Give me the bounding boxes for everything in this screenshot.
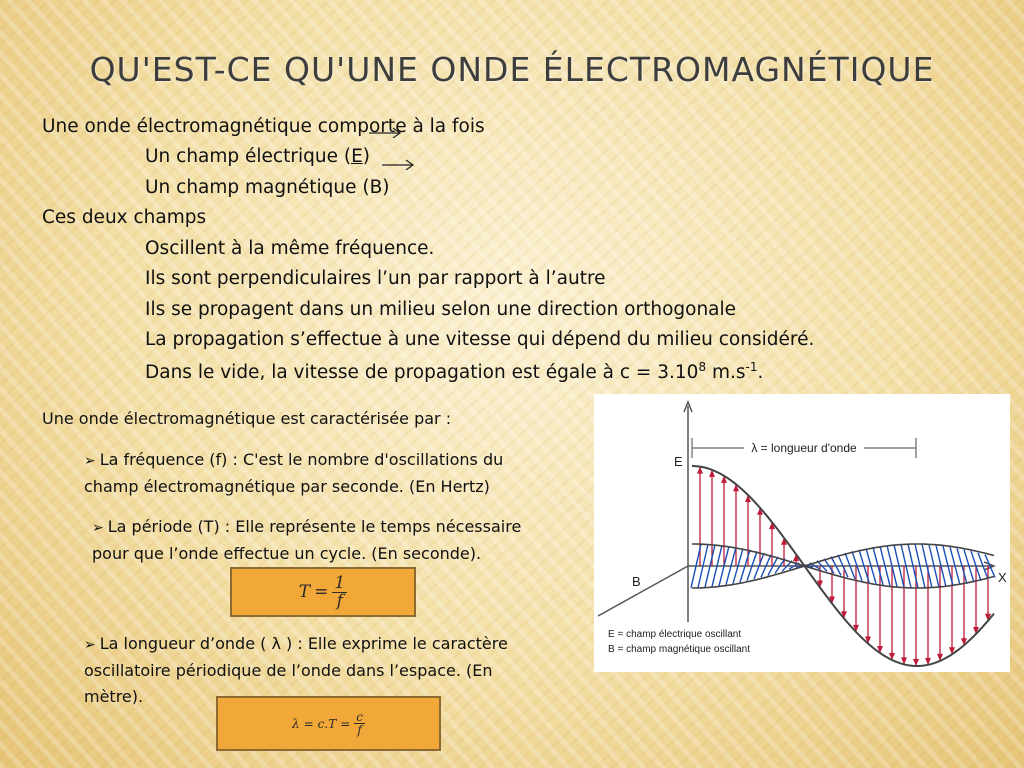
x-axis-label: X <box>998 570 1007 585</box>
speed-unit: m.s <box>706 362 746 384</box>
vector-arrow-icon <box>381 156 417 170</box>
bullet-arrow-icon: ➢ <box>92 520 104 536</box>
legend-electric: E = champ électrique oscillant <box>608 629 742 640</box>
magnetic-field-line <box>145 177 390 198</box>
formula-equals: = <box>340 716 351 731</box>
characterized-heading: Une onde électromagnétique est caractérisée par : <box>42 409 452 428</box>
wavelength-text: Elle exprime le caractère <box>307 634 508 653</box>
slide-title: QU'EST-CE QU'UNE ONDE ÉLECTROMAGNÉTIQUE <box>89 50 935 89</box>
property-item: La propagation s’effectue à une vitesse qui dépend du milieu considéré. <box>145 329 815 350</box>
wave-diagram <box>594 394 1010 672</box>
fraction-numerator: 1 <box>334 572 346 593</box>
electric-field-line <box>145 146 370 167</box>
frequency-text: 'est le nombre d'oscillations du <box>254 450 504 469</box>
legend-magnetic: B = champ magnétique oscillant <box>608 644 751 655</box>
formula-fraction <box>332 572 347 611</box>
wavelength-text-cont: oscillatoire périodique de l’onde dans l’espace. (En <box>84 661 493 680</box>
vector-arrow-icon <box>368 124 404 138</box>
wavelength-label: La longueur d’onde ( λ ) : <box>99 634 308 653</box>
formula-equals: = <box>314 582 329 602</box>
formula-equals: = <box>303 716 314 731</box>
electric-field-label: Un champ électrique ( <box>145 146 352 167</box>
wavelength-formula-box <box>216 696 441 751</box>
b-axis-line <box>598 566 688 616</box>
bullet-arrow-icon: ➢ <box>84 453 96 469</box>
period-formula-box <box>230 567 416 617</box>
period-item <box>92 514 612 567</box>
intro-line <box>42 116 485 137</box>
magnetic-field-label: Un champ magnétique ( <box>145 177 370 198</box>
magnetic-field-symbol: B <box>369 177 383 198</box>
wavelength-text-end: mètre). <box>84 687 144 706</box>
vacuum-speed-line <box>145 360 763 383</box>
period-text-cont: pour que l’onde effectue un cycle. (En seconde). <box>92 544 482 563</box>
fraction-denominator: f <box>357 723 362 737</box>
property-item: Oscillent à la même fréquence. <box>145 238 435 259</box>
frequency-item <box>84 447 594 500</box>
property-item: Ils se propagent dans un milieu selon une direction orthogonale <box>145 299 737 320</box>
wavelength-formula <box>292 711 365 736</box>
formula-middle: c.T <box>317 716 337 731</box>
bullet-arrow-icon: ➢ <box>84 637 96 653</box>
electric-field-paren: ) <box>362 146 370 167</box>
speed-exponent: 8 <box>698 360 707 374</box>
frequency-initial: C <box>242 450 255 469</box>
e-axis-label: E <box>674 454 683 469</box>
magnetic-field-paren: ) <box>382 177 390 198</box>
period-text: Elle représente le temps nécessaire <box>235 517 522 536</box>
formula-fraction <box>354 711 365 736</box>
formula-lhs: T <box>298 582 311 602</box>
frequency-text-cont: champ électromagnétique par seconde. (En Hertz) <box>84 477 490 496</box>
period-label: La période (T) : <box>107 517 236 536</box>
frequency-label: La fréquence (f) : <box>99 450 243 469</box>
both-fields-heading: Ces deux champs <box>42 207 207 228</box>
intro-text: Une onde électromagnétique comporte à la fois <box>42 116 485 137</box>
period-formula <box>298 572 347 611</box>
speed-unit-exponent: -1 <box>745 360 758 374</box>
wave-diagram-svg <box>594 394 1010 672</box>
vacuum-speed-text: Dans le vide, la vitesse de propagation est égale à <box>145 362 620 384</box>
property-item: Ils sont perpendiculaires l’un par rapport à l’autre <box>145 268 606 289</box>
wavelength-label: λ = longueur d'onde <box>751 441 857 455</box>
speed-value: c = 3.10 <box>619 362 699 384</box>
speed-of-light <box>620 362 758 383</box>
electric-field-symbol: E <box>351 146 363 167</box>
fraction-denominator: f <box>336 590 343 611</box>
formula-lhs: λ <box>291 716 300 731</box>
b-axis-label: B <box>632 574 641 589</box>
fraction-numerator: c <box>356 710 363 724</box>
period-mark: . <box>757 362 764 384</box>
